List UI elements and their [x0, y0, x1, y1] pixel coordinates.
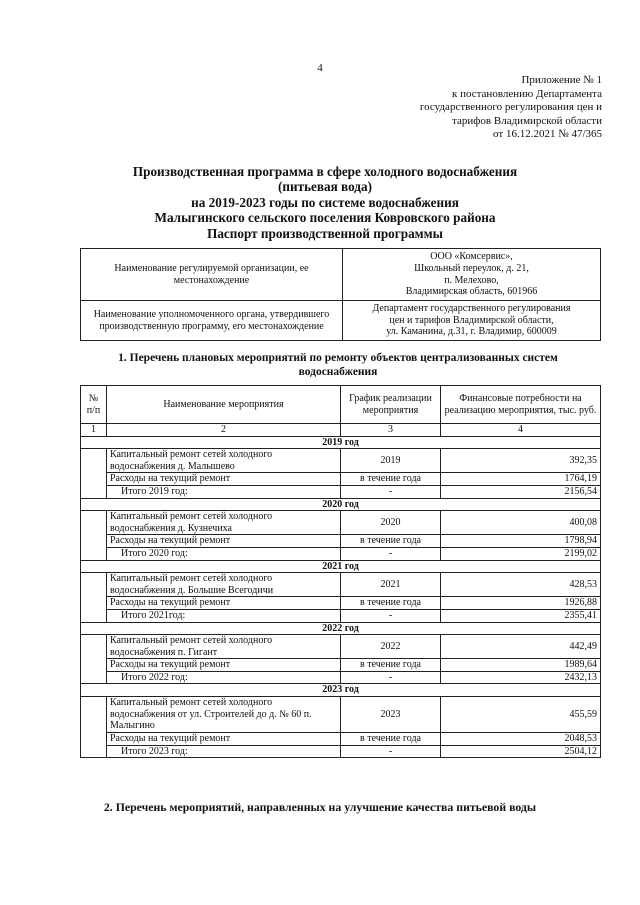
table-row — [81, 597, 601, 610]
total-schedule: - — [341, 547, 441, 560]
appendix-line: тарифов Владимирской области — [452, 114, 602, 127]
title-line: Малыгинского сельского поселения Ковровского района — [154, 210, 496, 226]
table-row — [81, 573, 601, 597]
document-title — [90, 164, 560, 241]
year-label: 2023 год — [81, 684, 601, 697]
passport-value: Департамент государственного регулирования цен и тарифов Владимирской области, ул. Каманина, д.31, г. Владимир, 600009 — [343, 301, 601, 341]
title-line: Производственная программа в сфере холодного водоснабжения — [132, 164, 518, 179]
measure-amount: 392,35 — [441, 449, 601, 473]
total-amount: 2432,13 — [441, 671, 601, 684]
year-label: 2021 год — [81, 560, 601, 573]
measure-schedule: 2021 — [341, 573, 441, 597]
appendix-line: к постановлению Департамента — [451, 87, 602, 100]
total-amount: 2355,41 — [441, 609, 601, 622]
total-row — [81, 547, 601, 560]
measure-schedule: 2020 — [341, 511, 441, 535]
row-number — [81, 511, 107, 560]
measure-amount: 2048,53 — [441, 733, 601, 746]
total-amount: 2156,54 — [441, 485, 601, 498]
total-label: Итого 2020 год: — [107, 547, 341, 560]
year-row — [81, 560, 601, 573]
row-number — [81, 635, 107, 684]
column-header: График реализации мероприятия — [341, 386, 441, 424]
year-label: 2022 год — [81, 622, 601, 635]
measure-amount: 455,59 — [441, 697, 601, 733]
total-label: Итого 2019 год: — [107, 485, 341, 498]
measure-schedule: в течение года — [341, 733, 441, 746]
column-header: Финансовые потребности на реализацию мероприятия, тыс. руб. — [441, 386, 601, 424]
table-row — [81, 697, 601, 733]
passport-row — [81, 249, 601, 301]
measure-name: Капитальный ремонт сетей холодного водоснабжения д. Кузнечиха — [107, 511, 341, 535]
section-1-heading: 1. Перечень плановых мероприятий по ремонту объектов централизованных систем водоснабжения — [118, 352, 558, 378]
year-row — [81, 684, 601, 697]
column-number-row — [81, 424, 601, 437]
passport-value: ООО «Комсервис», Школьный переулок, д. 21, п. Мелехово, Владимирская область, 601966 — [343, 249, 601, 301]
measure-name: Расходы на текущий ремонт — [107, 733, 341, 746]
passport-label: Наименование уполномоченного органа, утвердившего производственную программу, его местонахождение — [81, 301, 343, 341]
measure-schedule: 2022 — [341, 635, 441, 659]
measure-amount: 442,49 — [441, 635, 601, 659]
measure-schedule: 2019 — [341, 449, 441, 473]
measure-amount: 1926,88 — [441, 597, 601, 610]
appendix-line: государственного регулирования цен и — [419, 101, 602, 114]
appendix-line: от 16.12.2021 № 47/365 — [493, 128, 602, 141]
table-row — [81, 449, 601, 473]
total-label: Итого 2023 год: — [107, 745, 341, 758]
appendix-line: Приложение № 1 — [521, 74, 602, 86]
measure-name: Расходы на текущий ремонт — [107, 473, 341, 486]
measure-name: Капитальный ремонт сетей холодного водоснабжения д. Большие Всегодичи — [107, 573, 341, 597]
header-row — [81, 386, 601, 424]
table-row — [81, 733, 601, 746]
total-row — [81, 671, 601, 684]
column-number: 4 — [441, 424, 601, 437]
total-label: Итого 2021год: — [107, 609, 341, 622]
column-number: 2 — [107, 424, 341, 437]
year-label: 2019 год — [81, 436, 601, 449]
title-line: Паспорт производственной программы — [207, 225, 443, 241]
column-number: 3 — [341, 424, 441, 437]
year-row — [81, 436, 601, 449]
total-schedule: - — [341, 485, 441, 498]
total-row — [81, 485, 601, 498]
title-line: (питьевая вода) — [278, 179, 372, 195]
row-number — [81, 449, 107, 498]
total-row — [81, 609, 601, 622]
total-schedule: - — [341, 609, 441, 622]
year-label: 2020 год — [81, 498, 601, 511]
row-number — [81, 697, 107, 758]
total-amount: 2199,02 — [441, 547, 601, 560]
title-line: на 2019-2023 годы по системе водоснабжения — [191, 194, 459, 210]
measure-schedule: в течение года — [341, 597, 441, 610]
measure-name: Капитальный ремонт сетей холодного водоснабжения от ул. Строителей до д. № 60 п. Малыгино — [107, 697, 341, 733]
total-schedule: - — [341, 671, 441, 684]
measure-name: Капитальный ремонт сетей холодного водоснабжения д. Малышево — [107, 449, 341, 473]
measure-schedule: в течение года — [341, 535, 441, 548]
measure-name: Расходы на текущий ремонт — [107, 597, 341, 610]
total-row — [81, 745, 601, 758]
total-schedule: - — [341, 745, 441, 758]
measure-amount: 1764,19 — [441, 473, 601, 486]
measures-table — [80, 385, 601, 758]
measure-name: Расходы на текущий ремонт — [107, 535, 341, 548]
passport-row — [81, 301, 601, 341]
column-header: № п/п — [81, 386, 107, 424]
passport-table — [80, 248, 601, 341]
measure-schedule: в течение года — [341, 473, 441, 486]
measure-schedule: в течение года — [341, 659, 441, 672]
table-row — [81, 635, 601, 659]
appendix-block — [372, 74, 602, 142]
year-row — [81, 498, 601, 511]
table-row — [81, 659, 601, 672]
row-number — [81, 573, 107, 622]
table-row — [81, 511, 601, 535]
measure-name: Капитальный ремонт сетей холодного водоснабжения п. Гигант — [107, 635, 341, 659]
total-amount: 2504,12 — [441, 745, 601, 758]
column-header: Наименование мероприятия — [107, 386, 341, 424]
column-number: 1 — [81, 424, 107, 437]
total-label: Итого 2022 год: — [107, 671, 341, 684]
measure-schedule: 2023 — [341, 697, 441, 733]
measure-amount: 400,08 — [441, 511, 601, 535]
page-number: 4 — [317, 62, 323, 74]
measure-amount: 1989,64 — [441, 659, 601, 672]
table-row — [81, 473, 601, 486]
measure-amount: 428,53 — [441, 573, 601, 597]
section-2-heading: 2. Перечень мероприятий, направленных на улучшение качества питьевой воды — [103, 800, 537, 814]
measure-amount: 1798,94 — [441, 535, 601, 548]
measure-name: Расходы на текущий ремонт — [107, 659, 341, 672]
passport-label: Наименование регулируемой организации, ее местонахождение — [81, 249, 343, 301]
year-row — [81, 622, 601, 635]
table-row — [81, 535, 601, 548]
